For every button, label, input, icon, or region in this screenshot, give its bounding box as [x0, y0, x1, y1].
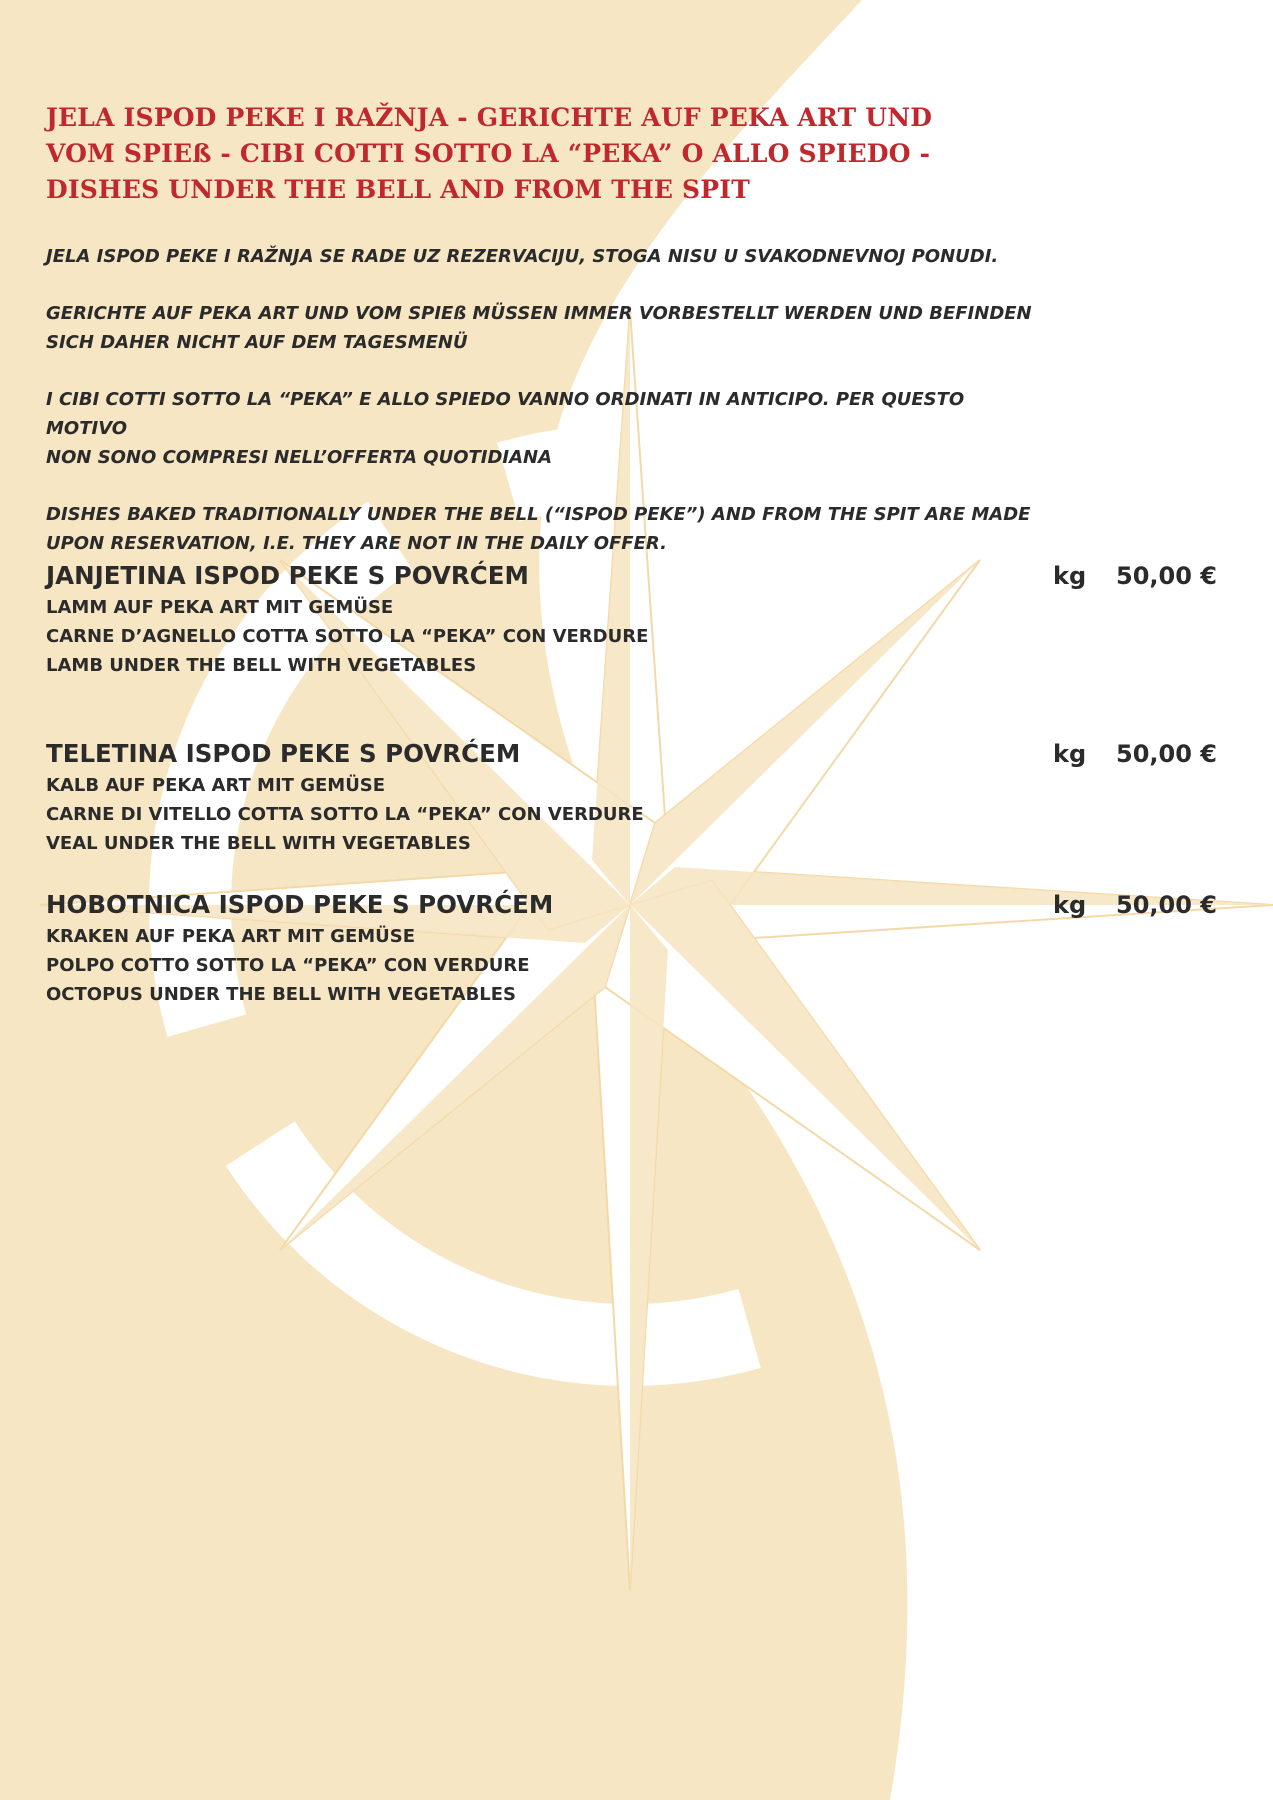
- dish-price: 50,00 €: [1116, 562, 1217, 590]
- dish-name-english: LAMB UNDER THE BELL WITH VEGETABLES: [46, 655, 477, 676]
- dish-name-italian: CARNE D’AGNELLO COTTA SOTTO LA “PEKA” CON VERDURE: [46, 626, 649, 647]
- dish-price: 50,00 €: [1116, 891, 1217, 919]
- note-german: GERICHTE AUF PEKA ART UND VOM SPIEß MÜSSEN IMMER VORBESTELLT WERDEN UND BEFINDEN SICH DAHER NICHT AUF DEM TAGESMENÜ: [46, 303, 1032, 353]
- dish-name: JANJETINA ISPOD PEKE S POVRĆEM: [46, 561, 529, 590]
- note-english: DISHES BAKED TRADITIONALLY UNDER THE BELL (“ISPOD PEKE”) AND FROM THE SPIT ARE MADE UPON RESERVATION, I.E. THEY ARE NOT IN THE DAILY OFFER.: [46, 504, 1031, 554]
- dish-name: HOBOTNICA ISPOD PEKE S POVRĆEM: [46, 890, 554, 919]
- dish-name-german: LAMM AUF PEKA ART MIT GEMÜSE: [46, 597, 394, 618]
- dish-lamb: [46, 559, 1217, 680]
- dish-price: 50,00 €: [1116, 740, 1217, 768]
- dish-unit: kg: [1053, 562, 1087, 590]
- note-italian: I CIBI COTTI SOTTO LA “PEKA” E ALLO SPIEDO VANNO ORDINATI IN ANTICIPO. PER QUESTO MOTIVO NON SONO COMPRESI NELL’OFFERTA QUOTIDIANA: [46, 389, 965, 468]
- dish-name-german: KALB AUF PEKA ART MIT GEMÜSE: [46, 775, 386, 796]
- reservation-notes: [46, 242, 1046, 586]
- dish-unit: kg: [1053, 891, 1087, 919]
- dish-name: TELETINA ISPOD PEKE S POVRĆEM: [46, 739, 521, 768]
- dish-veal: [46, 737, 1217, 858]
- dish-name-german: KRAKEN AUF PEKA ART MIT GEMÜSE: [46, 926, 416, 947]
- dish-name-italian: POLPO COTTO SOTTO LA “PEKA” CON VERDURE: [46, 955, 530, 976]
- dish-unit: kg: [1053, 740, 1087, 768]
- page-title: JELA ISPOD PEKE I RAŽNJA - GERICHTE AUF PEKA ART UND VOM SPIEß - CIBI COTTI SOTTO LA “PEKA” O ALLO SPIEDO - DISHES UNDER THE BELL AND FROM THE SPIT: [46, 103, 933, 204]
- dish-name-italian: CARNE DI VITELLO COTTA SOTTO LA “PEKA” CON VERDURE: [46, 804, 644, 825]
- dish-octopus: [46, 888, 1217, 1009]
- dish-name-english: VEAL UNDER THE BELL WITH VEGETABLES: [46, 833, 471, 854]
- note-croatian: JELA ISPOD PEKE I RAŽNJA SE RADE UZ REZERVACIJU, STOGA NISU U SVAKODNEVNOJ PONUDI.: [46, 246, 999, 267]
- dish-name-english: OCTOPUS UNDER THE BELL WITH VEGETABLES: [46, 984, 517, 1005]
